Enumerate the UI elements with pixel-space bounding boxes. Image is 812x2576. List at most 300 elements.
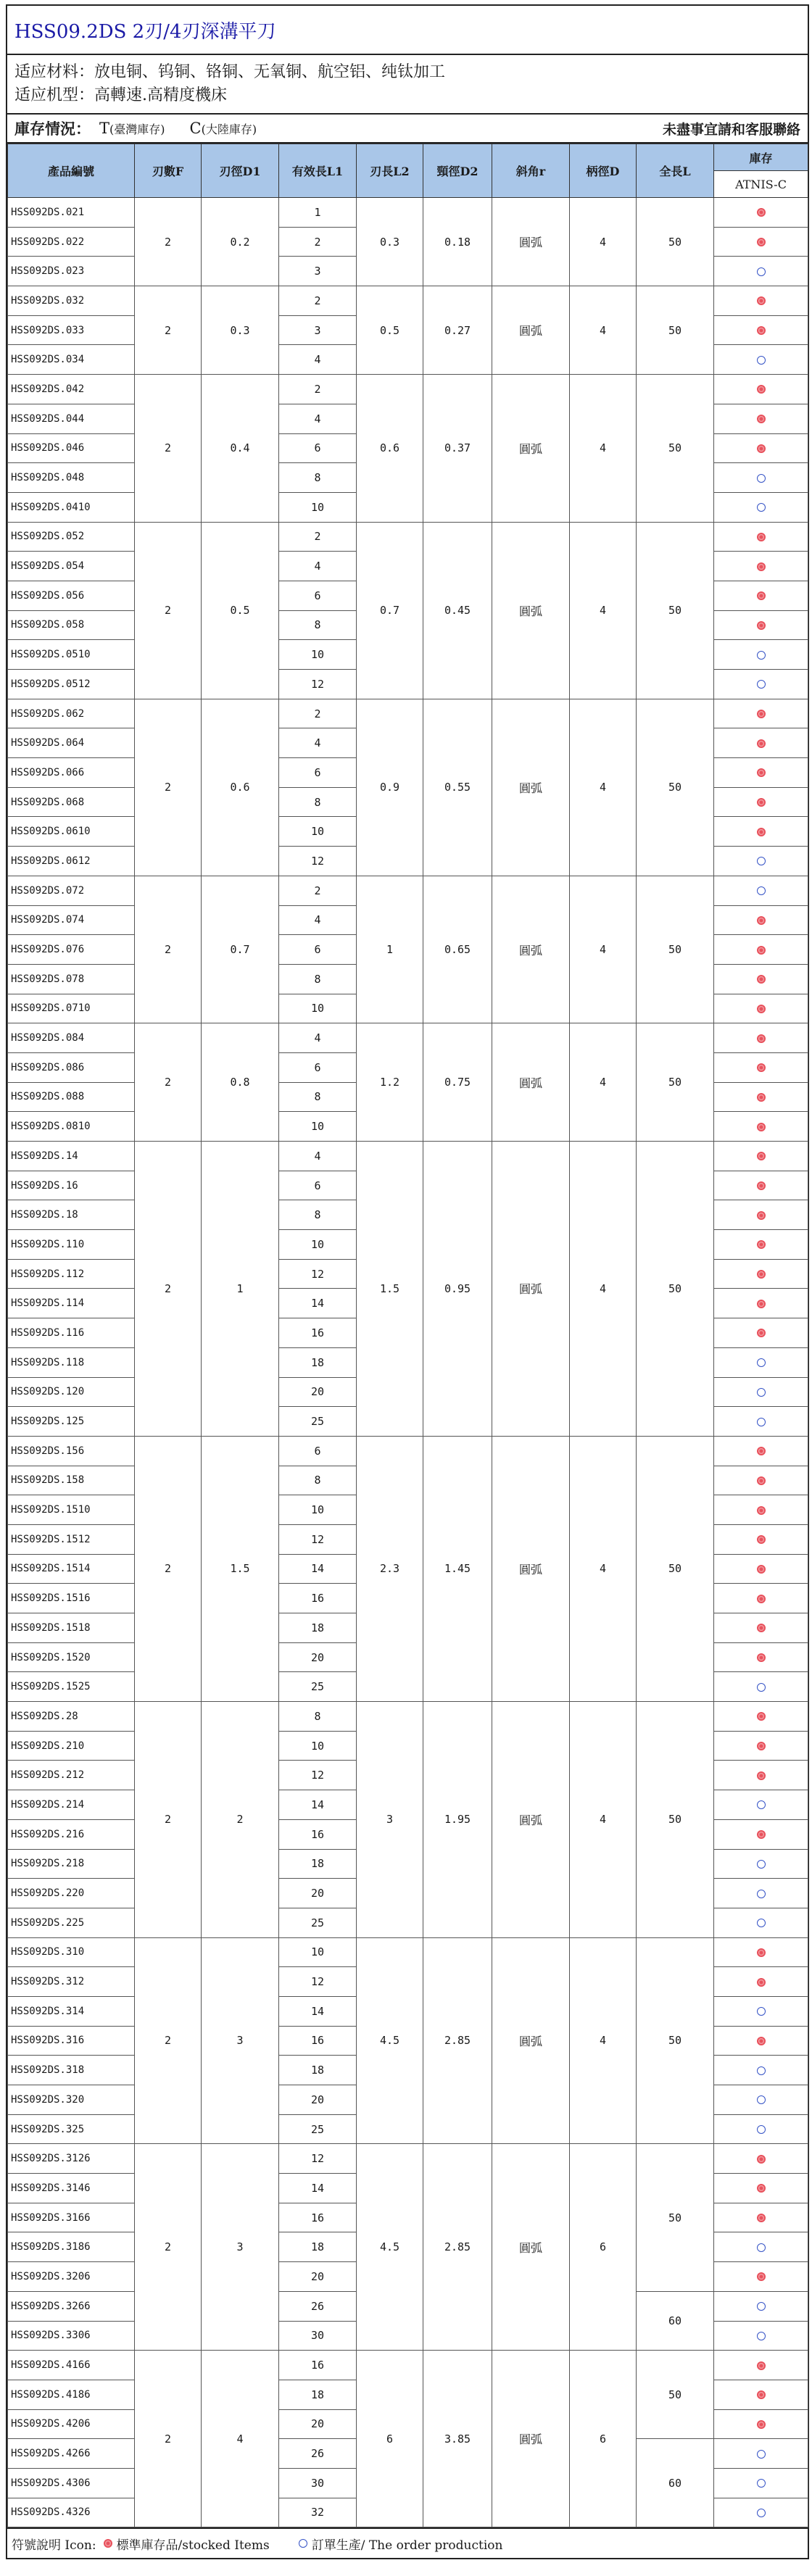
effective-length-cell: 2 bbox=[279, 699, 357, 728]
stock-status-cell bbox=[714, 1495, 808, 1525]
shank-diameter-cell: 4 bbox=[570, 198, 637, 286]
order-production-icon bbox=[757, 1860, 766, 1869]
stocked-icon bbox=[757, 1329, 766, 1337]
stocked-icon bbox=[757, 2420, 766, 2429]
shank-diameter-cell: 4 bbox=[570, 876, 637, 1023]
stocked-icon bbox=[757, 2390, 766, 2399]
neck-diameter-cell: 0.95 bbox=[423, 1142, 492, 1437]
stock-status-cell bbox=[714, 1524, 808, 1554]
effective-length-cell: 12 bbox=[279, 1524, 357, 1554]
product-code-cell: HSS092DS.14 bbox=[8, 1142, 135, 1171]
product-code-cell: HSS092DS.218 bbox=[8, 1849, 135, 1879]
col-header-shank: 柄徑D bbox=[570, 144, 637, 198]
stock-status-cell bbox=[714, 1967, 808, 1997]
stock-status-cell bbox=[714, 1171, 808, 1200]
shank-diameter-cell: 4 bbox=[570, 699, 637, 876]
effective-length-cell: 10 bbox=[279, 492, 357, 522]
table-body bbox=[8, 198, 808, 2527]
table-row bbox=[8, 522, 808, 552]
stocked-icon bbox=[757, 2155, 766, 2164]
product-code-cell: HSS092DS.3166 bbox=[8, 2203, 135, 2232]
flutes-cell: 2 bbox=[135, 375, 202, 522]
diameter-d1-cell: 0.3 bbox=[202, 286, 279, 375]
table-header-row bbox=[8, 144, 808, 171]
effective-length-cell: 2 bbox=[279, 227, 357, 257]
stock-status-cell bbox=[714, 227, 808, 257]
stocked-icon bbox=[757, 1742, 766, 1750]
product-code-cell: HSS092DS.18 bbox=[8, 1200, 135, 1230]
overall-length-cell: 50 bbox=[637, 286, 714, 375]
stock-status-cell bbox=[714, 876, 808, 905]
stock-label: 庫存情況： bbox=[14, 120, 91, 138]
order-production-icon bbox=[299, 2539, 307, 2548]
spec-table bbox=[7, 144, 808, 2527]
stock-status-cell bbox=[714, 1937, 808, 1967]
product-code-cell: HSS092DS.033 bbox=[8, 315, 135, 345]
shank-diameter-cell: 4 bbox=[570, 522, 637, 699]
product-code-cell: HSS092DS.3306 bbox=[8, 2321, 135, 2351]
effective-length-cell: 8 bbox=[279, 1082, 357, 1112]
stock-status-cell bbox=[714, 2380, 808, 2409]
page-title: HSS09.2DS 2刃/4刃深溝平刀 bbox=[7, 6, 808, 55]
stocked-icon bbox=[757, 1624, 766, 1632]
overall-length-cell: 60 bbox=[637, 2439, 714, 2527]
effective-length-cell: 25 bbox=[279, 1908, 357, 1937]
stock-status-bar bbox=[7, 115, 808, 144]
stock-status-cell bbox=[714, 2409, 808, 2439]
product-code-cell: HSS092DS.214 bbox=[8, 1790, 135, 1820]
product-code-cell: HSS092DS.4186 bbox=[8, 2380, 135, 2409]
effective-length-cell: 14 bbox=[279, 1554, 357, 1584]
effective-length-cell: 2 bbox=[279, 286, 357, 316]
corner-angle-cell: 圓弧 bbox=[492, 375, 570, 522]
stock-status-cell bbox=[714, 847, 808, 876]
neck-diameter-cell: 2.85 bbox=[423, 2144, 492, 2351]
stocked-icon bbox=[757, 1978, 766, 1987]
effective-length-cell: 10 bbox=[279, 1731, 357, 1761]
product-code-cell: HSS092DS.4206 bbox=[8, 2409, 135, 2439]
product-code-cell: HSS092DS.0710 bbox=[8, 994, 135, 1023]
stock-status-cell bbox=[714, 2498, 808, 2527]
table-row bbox=[8, 1937, 808, 1967]
effective-length-cell: 4 bbox=[279, 905, 357, 935]
stocked-icon bbox=[757, 1181, 766, 1190]
order-production-icon bbox=[757, 2095, 766, 2104]
flute-length-cell: 0.5 bbox=[357, 286, 423, 375]
order-production-icon bbox=[757, 680, 766, 689]
product-code-cell: HSS092DS.072 bbox=[8, 876, 135, 905]
stock-status-cell bbox=[714, 375, 808, 404]
stocked-icon bbox=[757, 533, 766, 541]
effective-length-cell: 8 bbox=[279, 787, 357, 817]
neck-diameter-cell: 1.45 bbox=[423, 1436, 492, 1701]
flutes-cell: 2 bbox=[135, 1937, 202, 2144]
effective-length-cell: 6 bbox=[279, 758, 357, 788]
stock-status-cell bbox=[714, 1908, 808, 1937]
stock-status-cell bbox=[714, 1996, 808, 2026]
order-production-icon bbox=[757, 1800, 766, 1809]
flutes-cell: 2 bbox=[135, 876, 202, 1023]
col-header-flutes: 刃數F bbox=[135, 144, 202, 198]
product-sheet bbox=[6, 4, 809, 2559]
effective-length-cell: 10 bbox=[279, 994, 357, 1023]
stock-status-cell bbox=[714, 286, 808, 316]
stocked-icon bbox=[757, 1300, 766, 1308]
product-code-cell: HSS092DS.058 bbox=[8, 610, 135, 640]
effective-length-cell: 16 bbox=[279, 1584, 357, 1613]
product-code-cell: HSS092DS.1518 bbox=[8, 1613, 135, 1643]
col-header-angle: 斜角r bbox=[492, 144, 570, 198]
stocked-icon bbox=[757, 444, 766, 453]
product-code-cell: HSS092DS.125 bbox=[8, 1407, 135, 1437]
neck-diameter-cell: 3.85 bbox=[423, 2351, 492, 2527]
order-production-icon bbox=[757, 503, 766, 512]
stocked-icon bbox=[757, 326, 766, 335]
effective-length-cell: 2 bbox=[279, 522, 357, 552]
product-code-cell: HSS092DS.116 bbox=[8, 1318, 135, 1348]
product-code-cell: HSS092DS.310 bbox=[8, 1937, 135, 1967]
stock-status-cell bbox=[714, 1112, 808, 1142]
product-code-cell: HSS092DS.042 bbox=[8, 375, 135, 404]
product-code-cell: HSS092DS.046 bbox=[8, 433, 135, 463]
diameter-d1-cell: 0.7 bbox=[202, 876, 279, 1023]
corner-angle-cell: 圓弧 bbox=[492, 1937, 570, 2144]
shank-diameter-cell: 4 bbox=[570, 286, 637, 375]
effective-length-cell: 10 bbox=[279, 1112, 357, 1142]
stocked-icon bbox=[757, 916, 766, 925]
diameter-d1-cell: 3 bbox=[202, 1937, 279, 2144]
product-code-cell: HSS092DS.3146 bbox=[8, 2174, 135, 2203]
product-code-cell: HSS092DS.316 bbox=[8, 2026, 135, 2056]
stock-status-cell bbox=[714, 817, 808, 847]
stock-status-cell bbox=[714, 787, 808, 817]
corner-angle-cell: 圓弧 bbox=[492, 2351, 570, 2527]
table-row bbox=[8, 198, 808, 228]
overall-length-cell: 50 bbox=[637, 198, 714, 286]
corner-angle-cell: 圓弧 bbox=[492, 1436, 570, 1701]
effective-length-cell: 16 bbox=[279, 2351, 357, 2380]
stocked-icon bbox=[757, 2361, 766, 2370]
table-row bbox=[8, 1702, 808, 1732]
col-header-d1: 刃徑D1 bbox=[202, 144, 279, 198]
stock-status-cell bbox=[714, 1731, 808, 1761]
effective-length-cell: 25 bbox=[279, 1672, 357, 1702]
stocked-icon bbox=[757, 1005, 766, 1013]
diameter-d1-cell: 0.4 bbox=[202, 375, 279, 522]
flutes-cell: 2 bbox=[135, 1702, 202, 1938]
effective-length-cell: 18 bbox=[279, 2380, 357, 2409]
stocked-icon bbox=[757, 2037, 766, 2045]
shank-diameter-cell: 6 bbox=[570, 2144, 637, 2351]
effective-length-cell: 14 bbox=[279, 1790, 357, 1820]
effective-length-cell: 6 bbox=[279, 1436, 357, 1466]
effective-length-cell: 18 bbox=[279, 2232, 357, 2262]
effective-length-cell: 2 bbox=[279, 876, 357, 905]
product-code-cell: HSS092DS.312 bbox=[8, 1967, 135, 1997]
overall-length-cell: 50 bbox=[637, 1023, 714, 1142]
product-code-cell: HSS092DS.074 bbox=[8, 905, 135, 935]
effective-length-cell: 26 bbox=[279, 2439, 357, 2469]
stock-status-cell bbox=[714, 2144, 808, 2174]
stock-option-t-note: (臺灣庫存) bbox=[109, 122, 165, 136]
stock-status-cell bbox=[714, 2174, 808, 2203]
col-header-code: 產品編號 bbox=[8, 144, 135, 198]
product-code-cell: HSS092DS.086 bbox=[8, 1052, 135, 1082]
order-production-icon bbox=[757, 2332, 766, 2340]
flutes-cell: 2 bbox=[135, 1436, 202, 1701]
neck-diameter-cell: 2.85 bbox=[423, 1937, 492, 2144]
diameter-d1-cell: 0.8 bbox=[202, 1023, 279, 1142]
product-code-cell: HSS092DS.076 bbox=[8, 935, 135, 965]
stock-status-cell bbox=[714, 1613, 808, 1643]
product-code-cell: HSS092DS.158 bbox=[8, 1466, 135, 1495]
stock-status-cell bbox=[714, 1790, 808, 1820]
overall-length-cell: 50 bbox=[637, 1937, 714, 2144]
product-code-cell: HSS092DS.054 bbox=[8, 552, 135, 581]
effective-length-cell: 30 bbox=[279, 2468, 357, 2498]
flute-length-cell: 1.2 bbox=[357, 1023, 423, 1142]
stock-status-cell bbox=[714, 522, 808, 552]
stocked-icon bbox=[757, 415, 766, 423]
diameter-d1-cell: 3 bbox=[202, 2144, 279, 2351]
product-code-cell: HSS092DS.3186 bbox=[8, 2232, 135, 2262]
product-code-cell: HSS092DS.068 bbox=[8, 787, 135, 817]
product-code-cell: HSS092DS.325 bbox=[8, 2114, 135, 2144]
neck-diameter-cell: 0.55 bbox=[423, 699, 492, 876]
table-row bbox=[8, 2144, 808, 2174]
flute-length-cell: 1.5 bbox=[357, 1142, 423, 1437]
stocked-icon bbox=[757, 1506, 766, 1515]
product-code-cell: HSS092DS.1525 bbox=[8, 1672, 135, 1702]
flute-length-cell: 0.3 bbox=[357, 198, 423, 286]
stock-status-cell bbox=[714, 1023, 808, 1053]
effective-length-cell: 25 bbox=[279, 2114, 357, 2144]
shank-diameter-cell: 4 bbox=[570, 1142, 637, 1437]
overall-length-cell: 50 bbox=[637, 2351, 714, 2439]
effective-length-cell: 16 bbox=[279, 2026, 357, 2056]
flute-length-cell: 0.7 bbox=[357, 522, 423, 699]
flute-length-cell: 4.5 bbox=[357, 1937, 423, 2144]
flute-length-cell: 0.6 bbox=[357, 375, 423, 522]
stock-status-cell bbox=[714, 581, 808, 610]
stock-status-cell bbox=[714, 1761, 808, 1790]
stock-status-cell bbox=[714, 1819, 808, 1849]
stocked-icon bbox=[757, 1270, 766, 1279]
stock-status-cell bbox=[714, 433, 808, 463]
effective-length-cell: 14 bbox=[279, 1289, 357, 1318]
stocked-icon bbox=[757, 2214, 766, 2222]
flute-length-cell: 2.3 bbox=[357, 1436, 423, 1701]
effective-length-cell: 25 bbox=[279, 1407, 357, 1437]
stock-status-cell bbox=[714, 552, 808, 581]
effective-length-cell: 32 bbox=[279, 2498, 357, 2527]
effective-length-cell: 12 bbox=[279, 1259, 357, 1289]
product-code-cell: HSS092DS.210 bbox=[8, 1731, 135, 1761]
order-production-icon bbox=[757, 651, 766, 660]
stocked-icon bbox=[757, 2272, 766, 2281]
diameter-d1-cell: 1 bbox=[202, 1142, 279, 1437]
stock-status-cell bbox=[714, 1849, 808, 1879]
diameter-d1-cell: 2 bbox=[202, 1702, 279, 1938]
effective-length-cell: 8 bbox=[279, 1200, 357, 1230]
corner-angle-cell: 圓弧 bbox=[492, 286, 570, 375]
col-header-length: 全長L bbox=[637, 144, 714, 198]
effective-length-cell: 30 bbox=[279, 2321, 357, 2351]
effective-length-cell: 20 bbox=[279, 1377, 357, 1407]
neck-diameter-cell: 0.45 bbox=[423, 522, 492, 699]
product-code-cell: HSS092DS.044 bbox=[8, 404, 135, 433]
stock-status-cell bbox=[714, 1642, 808, 1672]
stocked-icon bbox=[757, 1653, 766, 1662]
product-code-cell: HSS092DS.110 bbox=[8, 1230, 135, 1260]
flute-length-cell: 0.9 bbox=[357, 699, 423, 876]
overall-length-cell: 50 bbox=[637, 1436, 714, 1701]
effective-length-cell: 4 bbox=[279, 552, 357, 581]
shank-diameter-cell: 4 bbox=[570, 1702, 637, 1938]
stock-status-cell bbox=[714, 1407, 808, 1437]
stock-status-cell bbox=[714, 2232, 808, 2262]
overall-length-cell: 50 bbox=[637, 1142, 714, 1437]
product-code-cell: HSS092DS.216 bbox=[8, 1819, 135, 1849]
stocked-icon bbox=[757, 2184, 766, 2193]
stock-status-cell bbox=[714, 1259, 808, 1289]
corner-angle-cell: 圓弧 bbox=[492, 1702, 570, 1938]
stocked-icon bbox=[757, 828, 766, 836]
order-production-icon bbox=[757, 2509, 766, 2517]
stocked-icon bbox=[757, 1211, 766, 1220]
diameter-d1-cell: 0.5 bbox=[202, 522, 279, 699]
flute-length-cell: 1 bbox=[357, 876, 423, 1023]
product-code-cell: HSS092DS.220 bbox=[8, 1879, 135, 1908]
product-code-cell: HSS092DS.0410 bbox=[8, 492, 135, 522]
effective-length-cell: 4 bbox=[279, 1142, 357, 1171]
col-header-stock: 庫存 bbox=[714, 144, 808, 171]
product-code-cell: HSS092DS.066 bbox=[8, 758, 135, 788]
effective-length-cell: 4 bbox=[279, 1023, 357, 1053]
order-production-icon bbox=[757, 1890, 766, 1898]
stock-status-cell bbox=[714, 1879, 808, 1908]
effective-length-cell: 10 bbox=[279, 1937, 357, 1967]
stock-status-cell bbox=[714, 964, 808, 994]
stock-status-cell bbox=[714, 198, 808, 228]
product-code-cell: HSS092DS.4166 bbox=[8, 2351, 135, 2380]
effective-length-cell: 12 bbox=[279, 1761, 357, 1790]
product-code-cell: HSS092DS.225 bbox=[8, 1908, 135, 1937]
effective-length-cell: 6 bbox=[279, 1052, 357, 1082]
stock-status-cell bbox=[714, 1377, 808, 1407]
product-code-cell: HSS092DS.084 bbox=[8, 1023, 135, 1053]
product-code-cell: HSS092DS.0610 bbox=[8, 817, 135, 847]
order-production-icon bbox=[757, 267, 766, 276]
product-code-cell: HSS092DS.212 bbox=[8, 1761, 135, 1790]
order-production-icon bbox=[757, 2125, 766, 2134]
effective-length-cell: 18 bbox=[279, 1613, 357, 1643]
order-production-icon bbox=[757, 1358, 766, 1367]
stock-status-cell bbox=[714, 2321, 808, 2351]
stock-option-t bbox=[99, 120, 165, 137]
product-code-cell: HSS092DS.3266 bbox=[8, 2291, 135, 2321]
shank-diameter-cell: 4 bbox=[570, 1023, 637, 1142]
effective-length-cell: 6 bbox=[279, 581, 357, 610]
product-code-cell: HSS092DS.112 bbox=[8, 1259, 135, 1289]
stock-status-cell bbox=[714, 905, 808, 935]
stock-status-cell bbox=[714, 2468, 808, 2498]
machine-line: 适应机型：高轉速.高精度機床 bbox=[14, 86, 227, 104]
effective-length-cell: 8 bbox=[279, 964, 357, 994]
effective-length-cell: 4 bbox=[279, 404, 357, 433]
corner-angle-cell: 圓弧 bbox=[492, 1142, 570, 1437]
contact-note: 未盡事宜請和客服聯絡 bbox=[662, 121, 800, 138]
effective-length-cell: 8 bbox=[279, 1702, 357, 1732]
neck-diameter-cell: 0.37 bbox=[423, 375, 492, 522]
effective-length-cell: 12 bbox=[279, 1967, 357, 1997]
stocked-icon bbox=[757, 385, 766, 394]
stocked-icon bbox=[757, 1447, 766, 1455]
stock-status-cell bbox=[714, 1584, 808, 1613]
corner-angle-cell: 圓弧 bbox=[492, 876, 570, 1023]
materials-line: 适应材料：放电铜、钨铜、铬铜、无氧铜、航空铝、纯钛加工 bbox=[14, 63, 446, 81]
neck-diameter-cell: 1.95 bbox=[423, 1702, 492, 1938]
stock-status-cell bbox=[714, 1052, 808, 1082]
stocked-icon bbox=[757, 296, 766, 305]
overall-length-cell: 50 bbox=[637, 375, 714, 522]
effective-length-cell: 10 bbox=[279, 1495, 357, 1525]
diameter-d1-cell: 4 bbox=[202, 2351, 279, 2527]
stocked-icon bbox=[757, 798, 766, 807]
stocked-icon bbox=[757, 562, 766, 571]
product-code-cell: HSS092DS.1520 bbox=[8, 1642, 135, 1672]
stock-option-t-code: T bbox=[99, 120, 110, 137]
stocked-icon bbox=[757, 238, 766, 246]
product-code-cell: HSS092DS.022 bbox=[8, 227, 135, 257]
product-code-cell: HSS092DS.1512 bbox=[8, 1524, 135, 1554]
shank-diameter-cell: 6 bbox=[570, 2351, 637, 2527]
stock-status-cell bbox=[714, 1466, 808, 1495]
product-code-cell: HSS092DS.4306 bbox=[8, 2468, 135, 2498]
effective-length-cell: 16 bbox=[279, 2203, 357, 2232]
overall-length-cell: 50 bbox=[637, 2144, 714, 2291]
stock-status-cell bbox=[714, 2056, 808, 2085]
product-code-cell: HSS092DS.023 bbox=[8, 257, 135, 286]
effective-length-cell: 18 bbox=[279, 1849, 357, 1879]
neck-diameter-cell: 0.27 bbox=[423, 286, 492, 375]
effective-length-cell: 18 bbox=[279, 2056, 357, 2085]
col-header-l1: 有效長L1 bbox=[279, 144, 357, 198]
effective-length-cell: 16 bbox=[279, 1819, 357, 1849]
stock-option-c-note: (大陸庫存) bbox=[201, 122, 257, 136]
table-row bbox=[8, 699, 808, 728]
effective-length-cell: 10 bbox=[279, 817, 357, 847]
effective-length-cell: 14 bbox=[279, 2174, 357, 2203]
effective-length-cell: 20 bbox=[279, 2085, 357, 2115]
product-code-cell: HSS092DS.064 bbox=[8, 728, 135, 758]
effective-length-cell: 20 bbox=[279, 2262, 357, 2292]
neck-diameter-cell: 0.75 bbox=[423, 1023, 492, 1142]
stocked-icon bbox=[757, 621, 766, 630]
stocked-icon bbox=[757, 1948, 766, 1957]
stocked-icon bbox=[757, 768, 766, 777]
stock-status-cell bbox=[714, 994, 808, 1023]
stock-status-cell bbox=[714, 1230, 808, 1260]
product-code-cell: HSS092DS.4326 bbox=[8, 2498, 135, 2527]
overall-length-cell: 50 bbox=[637, 699, 714, 876]
diameter-d1-cell: 0.2 bbox=[202, 198, 279, 286]
product-code-cell: HSS092DS.048 bbox=[8, 463, 135, 493]
stock-status-cell bbox=[714, 610, 808, 640]
flutes-cell: 2 bbox=[135, 2351, 202, 2527]
stocked-icon bbox=[757, 1063, 766, 1072]
diameter-d1-cell: 1.5 bbox=[202, 1436, 279, 1701]
